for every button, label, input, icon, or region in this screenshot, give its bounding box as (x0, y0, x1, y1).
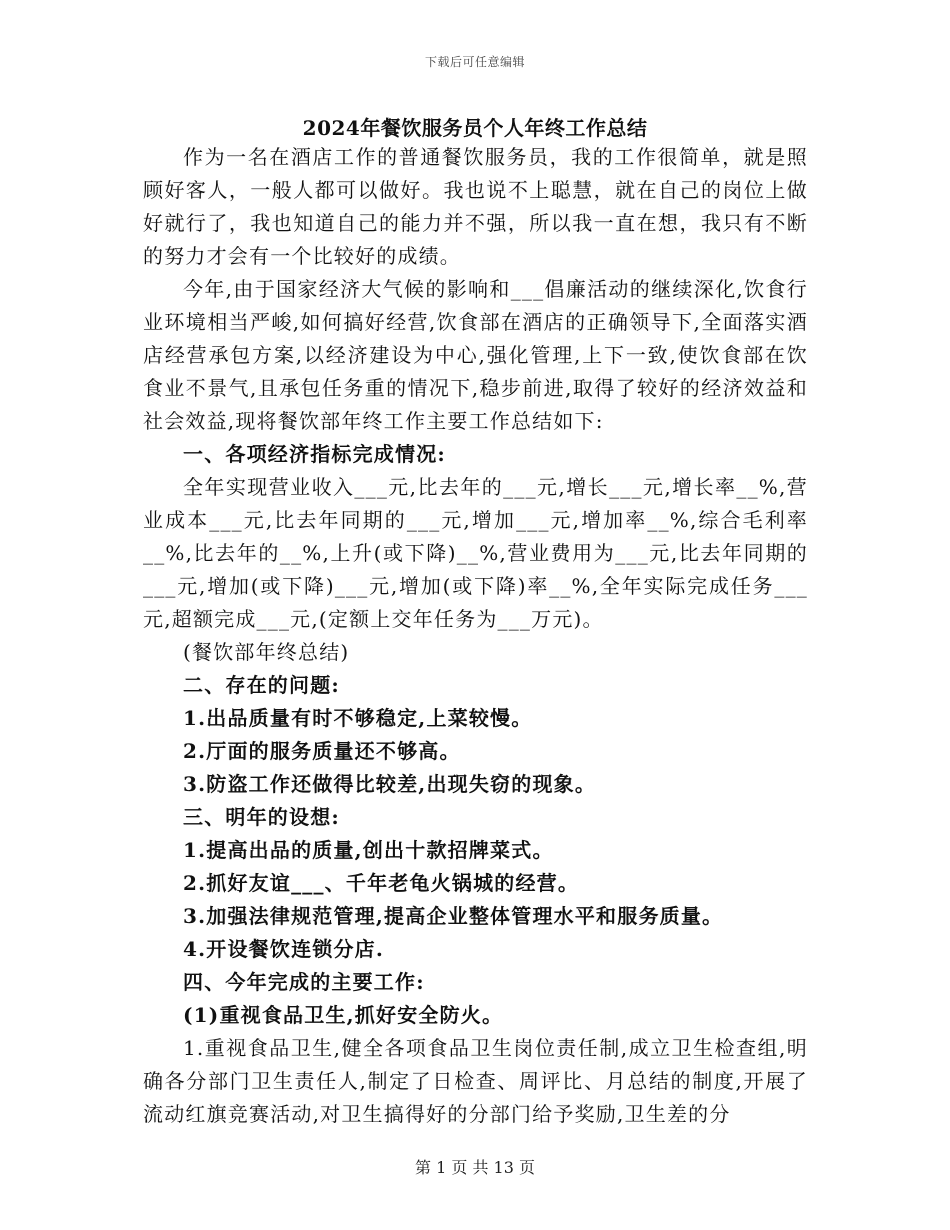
paragraph-context: 今年,由于国家经济大气候的影响和___倡廉活动的继续深化,饮食行业环境相当严峻,如何搞好经营,饮食部在酒店的正确领导下,全面落实酒店经营承包方案,以经济建设为中心,强化管理,上下一致,使饮食部在饮食业不景气,且承包任务重的情况下,稳步前进,取得了较好的经济效益和社会效益,现将餐饮部年终工作主要工作总结如下: (143, 277, 808, 433)
list-item-problem-3: 3.防盗工作还做得比较差,出现失窃的现象。 (183, 772, 597, 796)
document-body (143, 141, 808, 1131)
paragraph-intro: 作为一名在酒店工作的普通餐饮服务员，我的工作很简单，就是照顾好客人，一般人都可以做好。我也说不上聪慧，就在自己的岗位上做好就行了，我也知道自己的能力并不强，所以我一直在想，我只有不断的努力才会有一个比较好的成绩。 (143, 145, 808, 268)
list-item-plan-3: 3.加强法律规范管理,提高企业整体管理水平和服务质量。 (183, 904, 724, 928)
list-item-plan-1: 1.提高出品的质量,创出十款招牌菜式。 (183, 838, 554, 862)
paragraph-note: (餐饮部年终总结) (183, 640, 350, 664)
subsection-heading-food-hygiene: (1)重视食品卫生,抓好安全防火。 (183, 1003, 504, 1027)
page-number-footer: 第 1 页 共 13 页 (415, 1158, 535, 1177)
section-heading-next-year-plans: 三、明年的设想: (183, 805, 340, 829)
section-heading-problems: 二、存在的问题: (183, 673, 340, 697)
download-editable-note: 下载后可任意编辑 (424, 55, 525, 69)
list-item-problem-1: 1.出品质量有时不够稳定,上菜较慢。 (183, 706, 533, 730)
list-item-plan-4: 4.开设餐饮连锁分店. (183, 937, 385, 961)
list-item-problem-2: 2.厅面的服务质量还不够高。 (183, 739, 461, 763)
section-heading-main-work: 四、今年完成的主要工作: (183, 970, 425, 994)
paragraph-economic-figures: 全年实现营业收入___元,比去年的___元,增长___元,增长率__%,营业成本___元,比去年同期的___元,增加___元,增加率__%,综合毛利率__%,比去年的__%,上升(或下降)__%,营业费用为___元,比去年同期的___元,增加(或下降)___元,增加(或下降)率__%,全年实际完成任务___元,超额完成___元,(定额上交年任务为___万元)。 (143, 475, 808, 631)
document-title: 2024年餐饮服务员个人年终工作总结 (302, 116, 648, 140)
list-item-plan-2: 2.抓好友谊___、千年老龟火锅城的经营。 (183, 871, 580, 895)
paragraph-food-hygiene: 1.重视食品卫生,健全各项食品卫生岗位责任制,成立卫生检查组,明确各分部门卫生责任人,制定了日检查、周评比、月总结的制度,开展了流动红旗竞赛活动,对卫生搞得好的分部门给予奖励,卫生差的分 (143, 1036, 808, 1126)
section-heading-economic-indicators: 一、各项经济指标完成情况: (183, 442, 446, 466)
